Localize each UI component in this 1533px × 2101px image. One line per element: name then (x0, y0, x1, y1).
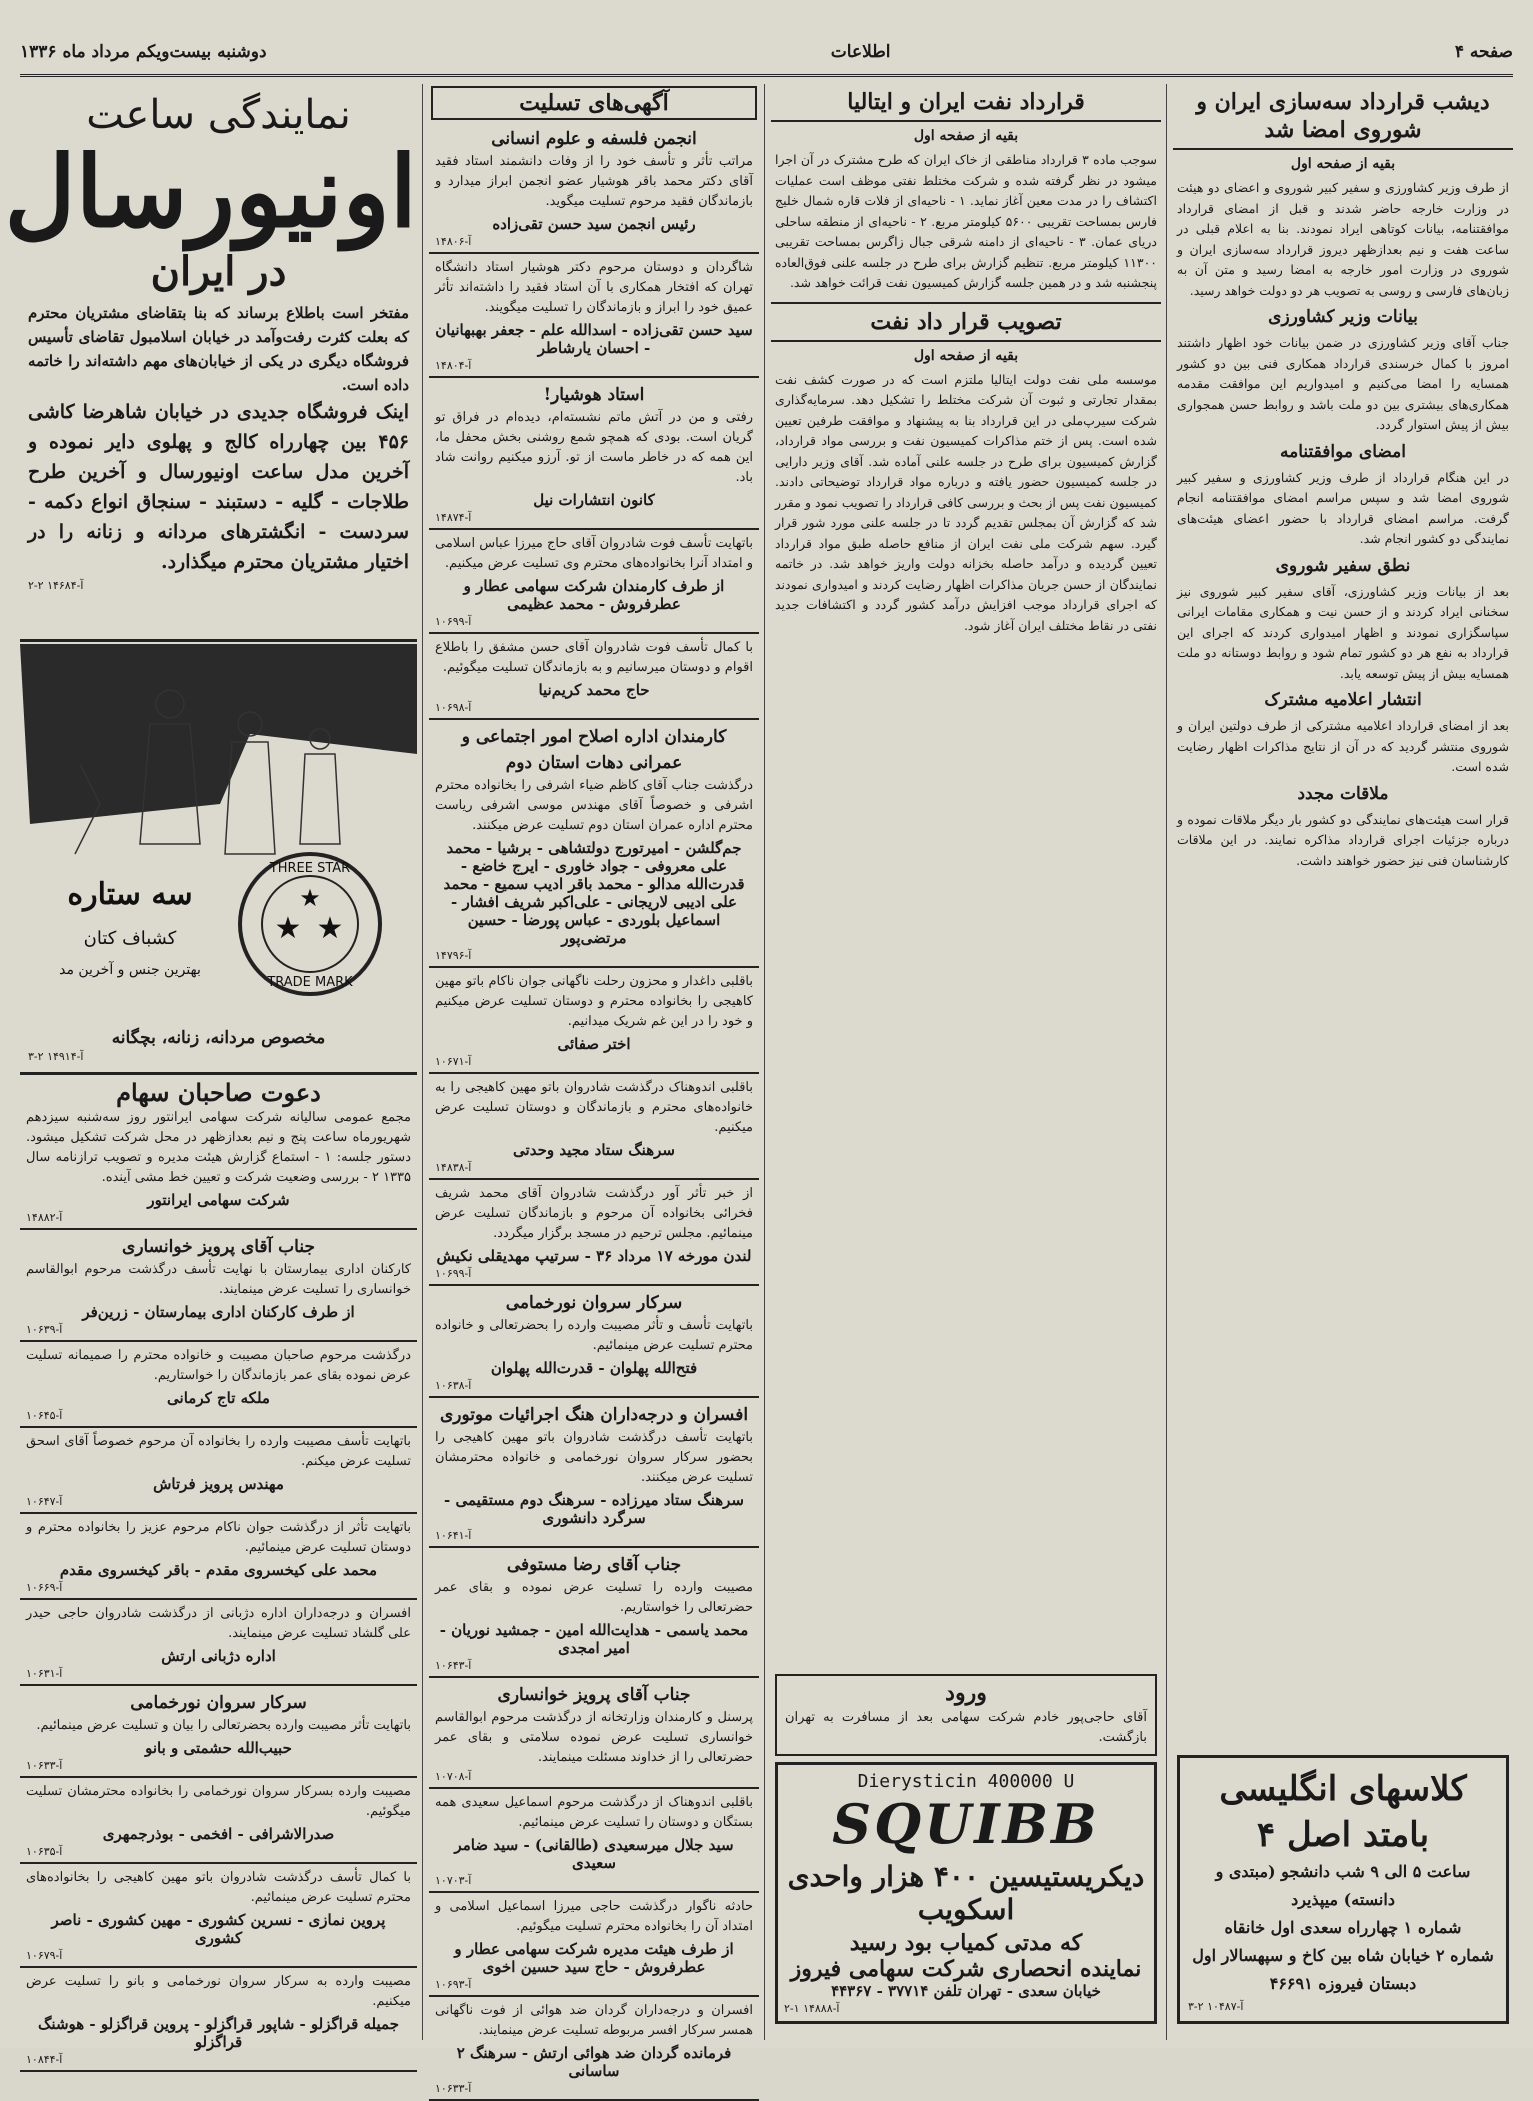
ad-code: آ-۱۰۶۳۵ (26, 1845, 63, 1858)
ad-text: حادثه ناگوار درگذشت حاجی میرزا اسماعیل اسلامی و امتداد آن را بخانواده محترم تسلیت میگوئیم. (435, 1899, 753, 1934)
ad-text: مراتب تأثر و تأسف خود را از وفات دانشمند استاد فقید آقای دکتر محمد باقر هوشیار عضو انجمن ابراز میدارد و بازماندگان فقید مرحوم تسلیت میگوید. (435, 154, 753, 209)
squibb-ad (775, 1762, 1157, 2024)
page-number: صفحه ۴ (1454, 42, 1513, 62)
ad-text: کارکنان اداری بیمارستان با نهایت تأسف درگذشت مرحوم ابوالقاسم خوانساری را تسلیت عرض مینمایند. (26, 1262, 411, 1297)
condolence-ad (429, 720, 759, 968)
column-news-oil (771, 84, 1161, 2040)
ad-text: باقلبی داغدار و محزون رحلت ناگهانی جوان ناکام باتو مهین کاهیجی را بخانواده محترم و دوستان تسلیت عرض میکنیم و خود را در این غم شریک میدانیم. (435, 974, 753, 1029)
ad-code: آ-۱۰۶۴۱ (435, 1529, 472, 1542)
column-news-iran-soviet (1173, 84, 1513, 2040)
ad-signature: سرهنگ ستاد مجید وحدتی (513, 1141, 675, 1159)
squibb-address: خیابان سعدی - تهران تلفن ۳۷۷۱۴ - ۴۴۳۶۷ (831, 1982, 1101, 2000)
watch-ad-subheading: در ایران (150, 248, 287, 295)
ad-signature: صدرالاشرافی - افخمی - بوذرجمهری (102, 1825, 335, 1843)
ad-signature: سید جلال میرسعیدی (طالقانی) - سید ضامر سعیدی (454, 1836, 734, 1872)
condolence-ad (20, 1600, 417, 1686)
condolence-ad (20, 1686, 417, 1778)
invitation-text: مجمع عمومی سالیانه شرکت سهامی ایرانتور روز سه‌شنبه سیزدهم شهریورماه ساعت پنج و نیم بعدازظهر در محل شرکت تشکیل میشود. دستور جلسه: ۱ - استماع گزارش هیئت مدیره و تصویب ترازنامه سال ۱۳۳۵ ۲ - بررسی وضعیت شرکت و تعیین خط مشی آینده. (26, 1110, 411, 1185)
english-classes-ad (1177, 1755, 1509, 2024)
ad-signature: کانون انتشارات نیل (533, 491, 655, 509)
ad-text: با کمال تأسف فوت شادروان آقای حسن مشفق را باطلاع اقوام و دوستان میرسانیم و به بازماندگان تسلیت میگوئیم. (435, 640, 753, 675)
dark-banner-shape (20, 644, 417, 824)
three-star-textile-ad (20, 644, 417, 1075)
cloth-audience: مخصوص مردانه، زنانه، بچگانه (111, 1028, 326, 1048)
condolence-ad (429, 634, 759, 720)
squibb-agent: نماینده انحصاری شرکت سهامی فیروز (790, 1956, 1142, 1982)
ad-text: باتهایت تأثر از درگذشت جوان ناکام مرحوم عزیز را بخانواده محترم و دوستان تسلیت عرض مینمائیم. (26, 1520, 411, 1555)
arrival-title: ورود (945, 1680, 987, 1706)
ad-code: آ-۱۴۸۸۸ ۱-۲ (784, 2002, 840, 2015)
watch-brand: اونیورسال (4, 135, 417, 250)
ad-title: جناب آقای پرویز خوانساری (122, 1237, 315, 1257)
condolence-ad (20, 1514, 417, 1600)
ad-signature: از طرف کارمندان شرکت سهامی عطار و عطرفروش - محمد عظیمی (463, 577, 725, 613)
ad-title: سرکار سروان نورخمامی (505, 1293, 683, 1313)
ad-code: آ-۱۰۷۰۸ (435, 1770, 472, 1783)
ad-signature: فرمانده گردان ضد هوائی ارتش - سرهنگ ۲ ساسانی (456, 2044, 732, 2080)
condolence-ad (20, 1342, 417, 1428)
universal-watch-ad (4, 84, 417, 642)
ad-code: آ-۱۴۹۱۴ ۲-۳ (28, 1050, 84, 1063)
trademark-text-top: THREE STAR (269, 861, 351, 876)
ad-code: آ-۱۰۴۸۷ ۲-۳ (1188, 2000, 1244, 2013)
continued-note: بقیه از صفحه اول (1290, 156, 1396, 172)
ad-signature: حاج محمد کریم‌نیا (538, 681, 650, 699)
ad-text: باتهایت تأسف فوت شادروان آقای حاج میرزا عباس اسلامی و امتداد آنرا بخانواده‌های محترم وی تسلیت عرض میکنیم. (435, 536, 753, 571)
star-icon: ★ (274, 911, 302, 946)
ad-text: پرسنل و کارمندان وزارتخانه از درگذشت مرحوم ابوالقاسم خوانساری تسلیت عرض نموده سلامتی و بقای عمر حضرتعالی را از خداوند مسئلت مینمایند. (435, 1710, 753, 1765)
headline-oil-ratification: تصویب قرار داد نفت (771, 302, 1161, 342)
watch-ad-heading: نمایندگی ساعت (86, 92, 351, 138)
arrival-notice (775, 1674, 1157, 1756)
ad-code: آ-۱۰۶۹۳ (435, 1978, 472, 1991)
headline-iran-soviet: دیشب قرارداد سه‌سازی ایران و شوروی امضا شد (1173, 84, 1513, 150)
ad-signature: سید حسن تقی‌زاده - اسدالله علم - جعفر بهبهانیان - احسان یارشاطر (435, 321, 753, 357)
shareholder-invitation (20, 1076, 417, 1230)
english-ad-line: ساعت ۵ الی ۹ شب دانشجو (مبتدی و دانسته) میپذیرد (1215, 1862, 1471, 1909)
ad-code: آ-۱۴۷۹۶ (435, 949, 472, 962)
cloth-quality: بهترین جنس و آخرین مد (59, 962, 201, 978)
condolence-ad (429, 122, 759, 254)
ad-text: باتهایت تأسف و تأثر مصیبت وارده را بحضرتعالی و خانواده محترم تسلیت عرض مینمائیم. (435, 1318, 753, 1353)
english-ad-line: شماره ۲ خیابان شاه بین کاخ و سپهسالار اول (1192, 1946, 1494, 1965)
ad-code: آ-۱۰۷۰۳ (435, 1874, 472, 1887)
column-rule (764, 84, 765, 2040)
article-body: بعد از بیانات وزیر کشاورزی، آقای سفیر کبیر شوروی نیز سخنانی ایراد کردند و از حسن نیت و همکاری مقامات ایرانی سپاسگزاری نمودند و اظهار امیدواری کردند که اجرای این قرارداد به نفع هر دو کشور تمام شود و روابط دوستانه دو ملت همسایه بیش از پیش توسعه یابد. (1177, 583, 1509, 681)
ad-text: با کمال تأسف درگذشت شادروان باتو مهین کاهیجی را بخانواده‌های محترم تسلیت عرض مینمائیم. (26, 1870, 411, 1905)
continued-note: بقیه از صفحه اول (913, 347, 1019, 364)
issue-date: دوشنبه بیست‌ویکم مرداد ماه ۱۳۳۶ (20, 42, 267, 62)
arrival-text: آقای حاجی‌پور خادم شرکت سهامی بعد از مسافرت به تهران بازگشت. (785, 1710, 1147, 1745)
condolence-ad (429, 1180, 759, 1286)
ad-code: آ-۱۰۶۴۳ (435, 1659, 472, 1672)
squibb-brand: SQUIBB (832, 1792, 1100, 1856)
ad-signature: حبیب‌الله حشمتی و بانو (145, 1739, 292, 1757)
ad-signature: فتح‌الله پهلوان - قدرت‌الله پهلوان (490, 1359, 698, 1377)
ad-code: آ-۱۰۶۳۹ (26, 1323, 63, 1336)
condolence-ad (429, 1893, 759, 1997)
ad-signature: از طرف کارکنان اداری بیمارستان - زرین‌فر (82, 1303, 355, 1321)
cloth-type: کشباف کتان (83, 928, 177, 949)
condolence-ad (429, 254, 759, 378)
ad-text: درگذشت جناب آقای کاظم ضیاء اشرفی را بخانواده محترم اشرفی و خصوصاً آقای مهندس موسی اشرفی ریاست محترم اداره عمران استان دوم تسلیت عرض میکنند. (435, 778, 753, 833)
ad-text: باقلبی اندوهناک از درگذشت مرحوم اسماعیل سعیدی همه بستگان و دوستان را تسلیت عرض مینمائیم. (435, 1795, 753, 1830)
subheading: نطق سفیر شوروی (1275, 555, 1411, 576)
ad-text: افسران و درجه‌داران اداره دژبانی از درگذشت شادروان حاجی حیدر علی گلشاد تسلیت عرض مینمایند. (26, 1606, 411, 1641)
trademark-text-bottom: TRADE MARK (267, 975, 353, 990)
article-body: بعد از امضای قرارداد اعلامیه مشترکی از طرف دولتین ایران و شوروی منتشر گردید که در آن از نتایج مذاکرات اظهار رضایت شده است. (1177, 718, 1509, 774)
column-rule (422, 84, 423, 2040)
star-icon: ★ (316, 911, 344, 946)
ad-title: افسران و درجه‌داران هنگ اجرائیات موتوری (439, 1405, 749, 1425)
english-ad-line: شماره ۱ چهارراه سعدی اول خانقاه (1224, 1918, 1462, 1937)
article-body: در این هنگام قرارداد از طرف وزیر کشاورزی و سفیر کبیر شوروی امضا شد و سپس مراسم امضای موافقتنامه انجام گرفت. مراسم امضای قرارداد با حضور اعضای هیئت‌های نمایندگی دو کشور انجام شد. (1177, 469, 1509, 546)
ad-signature: پروین نمازی - نسرین کشوری - مهین کشوری - ناصر کشوری (51, 1911, 386, 1947)
condolence-ad (429, 1789, 759, 1893)
article-body: قرار است هیئت‌های نمایندگی دو کشور بار دیگر ملاقات نموده و درباره جزئیات اجرای قرارداد مذاکره نمایند. در این ملاقات کارشناسان فنی نیز حضور خواهند داشت. (1177, 811, 1509, 868)
newspaper-name: اطلاعات (830, 42, 891, 62)
column-advertisements (4, 84, 417, 2066)
ad-signature: ملکه تاج کرمانی (167, 1389, 270, 1407)
ad-code: آ-۱۴۸۰۶ (435, 235, 472, 248)
ad-text: درگذشت مرحوم صاحبان مصیبت و خانواده محترم را صمیمانه تسلیت عرض نموده بقای عمر بازماندگان را خواستاریم. (26, 1348, 411, 1383)
condolence-ad (429, 1286, 759, 1398)
invitation-signature: شرکت سهامی ایرانتور (147, 1191, 290, 1209)
condolence-ad (429, 378, 759, 530)
ad-title: جناب آقای رضا مستوفی (506, 1555, 682, 1575)
ad-text: رفتی و من در آتش ماتم نشسته‌ام، دیده‌ام در فراق تو گریان است. بودی که همچو شمع روشنی بخش محفل ما، این همه که در خاطر ماست از تو. آرزو میکنیم روانت شاد باد. (435, 410, 753, 485)
english-ad-line: دبستان فیروزه ۴۶۶۹۱ (1269, 1974, 1417, 1993)
watch-ad-text: مفتخر است باطلاع برساند که بنا بتقاضای مشتریان محترم که بعلت کثرت رفت‌وآمد در خیابان اسلامبول تقاضای تأسیس فروشگاه دیگری در یکی از خیابان‌های مهم داشته‌اند را خاتمه داده است. (28, 304, 409, 394)
article-body: از طرف وزیر کشاورزی و سفیر کبیر شوروی و اعضای دو هیئت در وزارت خارجه حاضر شدند و قبل از امضای قرارداد موافقتنامه، بیانات کوتاهی ایراد نمودند. بنا به اعلام قبلی در ساعت هفت و نیم بعدازظهر دیروز قرارداد سه‌سازی ایران و شوروی در وزارت امور خارجه به امضا رسید و متن آن به زبان‌های فارسی و روسی به تصویب هر دو دولت خواهد رسید. (1177, 180, 1509, 298)
ad-code: آ-۱۴۸۸۲ (26, 1211, 63, 1224)
squibb-availability: که مدتی کمیاب بود رسید (849, 1930, 1083, 1956)
ad-code: آ-۱۴۸۳۸ (435, 1161, 472, 1174)
ad-code: آ-۱۰۶۳۳ (26, 1759, 63, 1772)
ad-signature: از طرف هیئت مدیره شرکت سهامی عطار و عطرفروش - حاج سید حسین اخوی (454, 1940, 734, 1976)
condolence-ad-list (20, 1230, 417, 2072)
ad-title: سرکار سروان نورخمامی (130, 1693, 307, 1713)
ad-title: انجمن فلسفه و علوم انسانی (491, 129, 697, 149)
ad-code: آ-۱۰۶۹۸ (435, 701, 472, 714)
masthead (20, 30, 1513, 77)
cloth-brand: سه ستاره (67, 877, 193, 912)
ad-text: مصیبت وارده را تسلیت عرض نموده و بقای عمر حضرتعالی را خواستاریم. (435, 1580, 753, 1615)
ad-title: استاد هوشیار! (543, 385, 645, 405)
continued-note: بقیه از صفحه اول (913, 128, 1019, 144)
condolence-ad (20, 1230, 417, 1342)
lower-ads (20, 1076, 417, 2072)
textile-ad-illustration (20, 644, 417, 1024)
article-body: سوجب ماده ۳ قرارداد مناطقی از خاک ایران که طرح مشترک در آن اجرا میشود در نظر گرفته شده و شرکت مختلط نفتی موظف است عملیات اکتشاف را در مدت معین آغاز نماید. ۱ - ناحیه‌ای از فلات قاره شمال خلیج فارس بمساحت تقریبی ۵۶۰۰ کیلومتر مربع. ۲ - ناحیه‌ای از منطقه ساحلی دریای عمان. ۳ - ناحیه‌ای از دامنه شرقی جبال زاگرس بمساحت تقریبی ۱۱۳۰۰ کیلومتر مربع. تنظیم گزارش برای طرح در جلسه علنی فوق‌العاده پنجشنبه شد و در همین جلسه گزارش کمیسیون نفت قرائت خواهد شد. (775, 152, 1158, 290)
ad-code: آ-۱۴۸۰۴ (435, 359, 472, 372)
subheading: بیانات وزیر کشاورزی (1268, 307, 1418, 327)
condolence-ad (429, 1398, 759, 1548)
squibb-product-fa: دیکریستیسین ۴۰۰ هزار واحدی اسکویب (787, 1860, 1145, 1926)
ad-text: باتهایت تأثر مصیبت وارده بحضرتعالی را بیان و تسلیت عرض مینمائیم. (36, 1718, 411, 1733)
squibb-product-en: Dierysticin 400000 U (857, 1771, 1075, 1792)
article-body: موسسه ملی نفت دولت ایتالیا ملتزم است که در صورت کشف نفت بمقدار تجارتی و ثبوت آن شرکت مختلط را تشکیل دهد. سرمایه‌گذاری شرکت سیرپ‌ملی در این قرارداد بنا به پیشنهاد و موافقت طرفین تعیین شده است. پس از ختم مذاکرات کمیسیون نفت و بررسی مواد قرارداد، گزارش کمیسیون برای طرح در جلسه علنی آماده شد. آقای وزیر دارایی در جلسه کمیسیون حضور یافته و درباره مواد قرارداد توضیحاتی دادند. کمیسیون نفت پس از بحث و بررسی کافی قرارداد را تصویب نمود و مقرر شد که گزارش آن بمجلس تقدیم گردد تا در جلسه علنی مورد شور قرار گیرد. سهم شرکت ملی نفت ایران از منافع حاصله طبق مواد قرارداد تعیین گردیده و درآمد حاصله بخزانه دولت واریز خواهد شد. در خاتمه نمایندگان از حسن جریان مذاکرات اظهار رضایت کردند و امیدواری نمودند که اجرای قرارداد موجب افزایش درآمد کشور گردد و اکتشافات جدید نفتی در نقاط مختلف ایران آغاز شود. (775, 371, 1157, 633)
condolence-header: آگهی‌های تسلیت (431, 86, 757, 120)
english-ad-title: کلاسهای انگلیسی بامتد اصل ۴ (1219, 1769, 1467, 1855)
ad-text: از خبر تأثر آور درگذشت شادروان آقای محمد شریف فخرائی بخانواده آن مرحوم و بازماندگان تسلیت عرض مینمائیم. مجلس ترحیم در مسجد برگزار میگردد. (435, 1186, 753, 1241)
ad-code: آ-۱۰۶۶۹ (26, 1581, 63, 1594)
watch-ad-text: اینک فروشگاه جدیدی در خیابان شاهرضا کاشی ۴۵۶ بین چهارراه کالج و پهلوی دایر نموده و آخرین مدل ساعت اونیورسال و آخرین طرح طلاجات - گلیه - دستبند - سنجاق انواع دکمه - سردست - انگشترهای مردانه و زنانه را در اختیار مشتریان محترم میگذارد. (28, 401, 409, 573)
subheading: انتشار اعلامیه مشترک (1264, 690, 1422, 710)
ad-code: آ-۱۰۶۳۸ (435, 1379, 472, 1392)
ad-signature: رئیس انجمن سید حسن تقی‌زاده (492, 215, 696, 233)
ad-text: باتهایت تأسف درگذشت شادروان باتو مهین کاهیجی را بحضور سرکار سروان نورخمامی و خانواده محترمشان تسلیت عرض میکنند. (435, 1430, 753, 1485)
ad-signature: محمد علی کیخسروی مقدم - باقر کیخسروی مقدم (59, 1561, 378, 1579)
ad-signature: لندن مورخه ۱۷ مرداد ۳۶ - سرتیپ مهدیقلی نکیش (436, 1247, 752, 1265)
ad-text: باتهایت تأسف مصیبت وارده را بخانواده آن مرحوم خصوصاً آقای اسحق تسلیت عرض میکنم. (26, 1434, 411, 1469)
condolence-ad (429, 1074, 759, 1180)
ad-title: کارمندان اداره اصلاح امور اجتماعی و عمرانی دهات استان دوم (461, 727, 727, 773)
ad-text: افسران و درجه‌داران گردان ضد هوائی از فوت ناگهانی همسر سرکار افسر مربوطه تسلیت عرض مینمایند. (435, 2003, 753, 2038)
condolence-ad (20, 1778, 417, 1864)
ad-code: آ-۱۰۶۷۹ (26, 1949, 63, 1962)
ad-code: آ-۱۰۶۹۹ (435, 1267, 472, 1280)
article-body: جناب آقای وزیر کشاورزی در ضمن بیانات خود اظهار داشتند امروز با کمال خرسندی قرارداد همکاری فنی بین دو کشور همسایه را امضا می‌کنیم و امیدواریم این موافقت مقدمه همکاری‌های بیشتری بین دو ملت باشد و روابط حسن همجواری بیش از پیش استوار گردد. (1177, 335, 1509, 432)
condolence-ad (20, 1428, 417, 1514)
ad-signature: مهندس پرویز فرتاش (153, 1475, 284, 1493)
ad-text: باقلبی اندوهناک درگذشت شادروان باتو مهین کاهیجی را به خانواده‌های محترم و بازماندگان و دوستان تسلیت عرض میکنیم. (435, 1080, 753, 1135)
ad-signature: جمیله قراگزلو - شاپور قراگزلو - پروین قراگزلو - هوشنگ قراگزلو (38, 2015, 399, 2051)
ad-code: آ-۱۰۶۳۱ (26, 1667, 63, 1680)
column-rule (1166, 84, 1167, 2040)
ad-signature: محمد یاسمی - هدایت‌الله امین - جمشید نوریان - امیر امجدی (439, 1621, 749, 1657)
condolence-ad (20, 1864, 417, 1968)
condolence-ad-list (429, 122, 759, 2101)
condolence-ad (429, 1997, 759, 2101)
ad-code: آ-۱۰۶۹۹ (435, 615, 472, 628)
ad-text: مصیبت وارده بسرکار سروان نورخمامی را بخانواده محترمشان تسلیت میگوئیم. (26, 1784, 411, 1819)
condolence-ad (20, 1968, 417, 2072)
condolence-ad (429, 1548, 759, 1678)
ad-code: آ-۱۴۶۸۴ ۲-۲ (28, 579, 84, 592)
condolence-ad (429, 1678, 759, 1789)
ad-signature: اختر صفائی (557, 1035, 631, 1053)
ad-title: جناب آقای پرویز خوانساری (497, 1685, 691, 1705)
subheading: ملاقات مجدد (1297, 783, 1389, 804)
condolence-ad (429, 530, 759, 634)
invitation-title: دعوت صاحبان سهام (116, 1078, 321, 1107)
ad-text: مصیبت وارده به سرکار سروان نورخمامی و بانو را تسلیت عرض میکنیم. (26, 1974, 411, 2009)
ad-signature: جم‌گلشن - امیرتورج دولتشاهی - برشیا - محمد علی معروفی - جواد خاوری - ایرج خاضع - قدرت‌الله مدالو - محمد باقر ادیب سمیع - محمد علی ادیبی لاریجانی - علی‌اکبر شریف افشار - اسماعیل بلوردی - عباس پورضا - حسین مرتضی‌پور (443, 839, 745, 947)
headline-iran-italy-oil: قرارداد نفت ایران و ایتالیا (771, 84, 1161, 122)
subheading: امضای موافقتنامه (1280, 441, 1406, 462)
ad-signature: اداره دژبانی ارتش (161, 1647, 276, 1665)
star-icon: ★ (299, 884, 321, 912)
ad-text: شاگردان و دوستان مرحوم دکتر هوشیار استاد دانشگاه تهران که افتخار همکاری با آن استاد فقید را داشته‌اند تأثر عمیق خود را ابراز و بازماندگان را تسلیت میگویند. (435, 260, 753, 315)
ad-code: آ-۱۴۸۷۴ (435, 511, 472, 524)
column-condolences (429, 84, 759, 2095)
ad-code: آ-۱۰۶۳۳ (435, 2082, 472, 2095)
ad-code: آ-۱۰۶۷۱ (435, 1055, 472, 1068)
ad-signature: سرهنگ ستاد میرزاده - سرهنگ دوم مستقیمی - سرگرد دانشوری (444, 1491, 744, 1527)
ad-code: آ-۱۰۶۴۷ (26, 1495, 63, 1508)
condolence-ad (429, 968, 759, 1074)
ad-code: آ-۱۰۸۴۴ (26, 2053, 63, 2066)
bottom-ads-col2 (771, 1668, 1161, 2030)
ad-code: آ-۱۰۶۴۵ (26, 1409, 63, 1422)
